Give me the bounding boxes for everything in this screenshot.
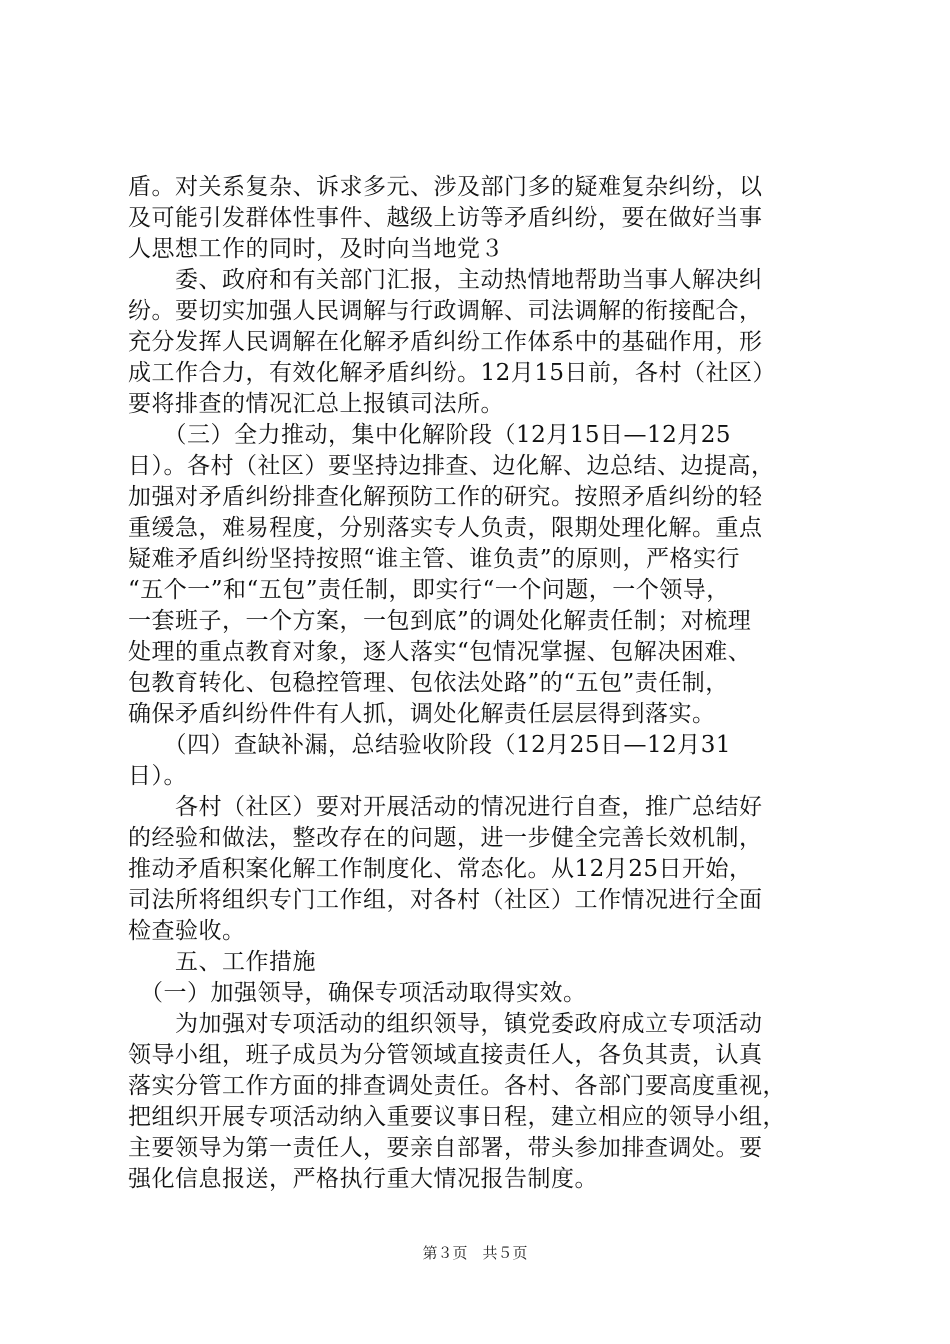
text-line: 纷。要切实加强人民调解与行政调解、司法调解的衔接配合， (128, 298, 763, 324)
text-line: 强化信息报送，严格执行重大情况报告制度。 (128, 1166, 598, 1192)
subsection-heading: （一）加强领导，确保专项活动取得实效。 (128, 980, 587, 1006)
text-line: 加强对矛盾纠纷排查化解预防工作的研究。按照矛盾纠纷的轻 (128, 484, 763, 510)
document-body (128, 172, 842, 1195)
page-footer: 第３页 共５页 (422, 1244, 528, 1262)
text-line: 各村（社区）要对开展活动的情况进行自查，推广总结好 (128, 794, 763, 820)
text-line: 处理的重点教育对象，逐人落实“包情况掌握、包解决困难、 (128, 639, 752, 665)
text-line: 检查验收。 (128, 918, 246, 944)
text-line: 包教育转化、包稳控管理、包依法处路”的“五包”责任制， (128, 670, 729, 696)
text-line: 落实分管工作方面的排查调处责任。各村、各部门要高度重视， (128, 1073, 786, 1099)
text-line: （三）全力推动，集中化解阶段（12月15日—12月25 (128, 422, 732, 448)
text-line: 领导小组，班子成员为分管领域直接责任人，各负其责，认真 (128, 1042, 763, 1068)
text-line: 司法所将组织专门工作组，对各村（社区）工作情况进行全面 (128, 887, 763, 913)
text-line: （四）查缺补漏，总结验收阶段（12月25日—12月31 (128, 732, 732, 758)
text-line: “五个一”和“五包”责任制，即实行“一个问题，一个领导， (128, 577, 730, 603)
section-heading: 五、工作措施 (128, 949, 316, 975)
text-line: 及可能引发群体性事件、越级上访等矛盾纠纷，要在做好当事 (128, 205, 763, 231)
text-line: 确保矛盾纠纷件件有人抓，调处化解责任层层得到落实。 (128, 701, 716, 727)
text-line: 成工作合力，有效化解矛盾纠纷。12月15日前，各村（社区） (128, 360, 777, 386)
text-line: 主要领导为第一责任人，要亲自部署，带头参加排查调处。要 (128, 1135, 763, 1161)
text-line: 人思想工作的同时，及时向当地党３ (128, 236, 504, 262)
text-line: 推动矛盾积案化解工作制度化、常态化。从12月25日开始， (128, 856, 753, 882)
text-line: 疑难矛盾纠纷坚持按照“谁主管、谁负责”的原则，严格实行 (128, 546, 741, 572)
text-line: 把组织开展专项活动纳入重要议事日程，建立相应的领导小组， (128, 1104, 786, 1130)
text-line: 日）。各村（社区）要坚持边排查、边化解、边总结、边提高， (128, 453, 775, 479)
text-line: 委、政府和有关部门汇报，主动热情地帮助当事人解决纠 (128, 267, 763, 293)
text-line: 要将排查的情况汇总上报镇司法所。 (128, 391, 504, 417)
text-line: 为加强对专项活动的组织领导，镇党委政府成立专项活动 (128, 1011, 763, 1037)
text-line: 一套班子，一个方案，一包到底”的调处化解责任制；对梳理 (128, 608, 752, 634)
text-line: 重缓急，难易程度，分别落实专人负责，限期处理化解。重点 (128, 515, 763, 541)
text-line: 充分发挥人民调解在化解矛盾纠纷工作体系中的基础作用，形 (128, 329, 763, 355)
text-line: 日）。 (128, 763, 187, 789)
text-line: 盾。对关系复杂、诉求多元、涉及部门多的疑难复杂纠纷，以 (128, 174, 763, 200)
text-line: 的经验和做法，整改存在的问题，进一步健全完善长效机制， (128, 825, 763, 851)
